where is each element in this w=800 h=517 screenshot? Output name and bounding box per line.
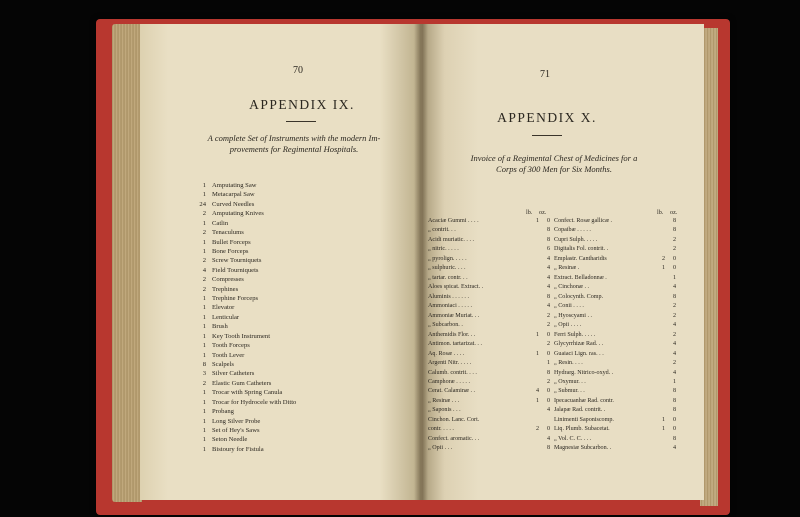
medicine-name: „ Opii . . .	[428, 445, 453, 452]
left-page	[140, 24, 422, 500]
medicine-row	[554, 340, 676, 349]
medicine-row	[554, 217, 676, 226]
subtitle	[194, 133, 394, 155]
medicine-lb: 2	[535, 426, 539, 433]
instrument-qty: 1	[202, 332, 206, 340]
medicine-lb: 1	[661, 416, 665, 423]
medicine-row	[428, 274, 550, 283]
instrument-qty: 1	[202, 219, 206, 227]
unit-lb-header: lb.	[657, 209, 664, 216]
medicine-name: Jalapæ Rad. contrit. .	[554, 407, 606, 414]
medicine-oz: 0	[672, 416, 676, 423]
medicine-oz: 8	[672, 397, 676, 404]
subtitle	[444, 153, 664, 175]
medicine-row	[428, 425, 550, 434]
instrument-name: Brush	[212, 323, 228, 331]
medicine-name: „ tartar. contr. . .	[428, 274, 468, 281]
medicine-name: Calumb. contrit. . . .	[428, 369, 477, 376]
medicine-lb: 2	[661, 255, 665, 262]
title-rule	[286, 121, 316, 122]
instrument-name: Bistoury for Fistula	[212, 445, 264, 453]
medicine-row	[554, 387, 676, 396]
medicine-name: Acaciæ Gummi . . . .	[428, 218, 479, 224]
medicine-name: Ammoniæ Muriat. . .	[428, 312, 480, 319]
medicine-name: „ Resinæ . . .	[428, 397, 460, 404]
title-rule	[532, 135, 562, 136]
book-gutter	[414, 24, 428, 500]
medicine-oz: 2	[672, 360, 676, 367]
medicine-lb: 1	[661, 426, 665, 433]
page-number: 70	[293, 65, 303, 76]
instrument-qty: 1	[202, 191, 206, 199]
medicine-row	[428, 293, 550, 302]
medicine-name: Cupri Sulph. . . . .	[554, 236, 598, 243]
instrument-name: Trephine Forceps	[212, 295, 259, 303]
instrument-row	[196, 256, 296, 265]
medicine-oz: 8	[672, 293, 676, 300]
instrument-row	[196, 266, 296, 275]
medicine-oz: 4	[672, 284, 676, 291]
medicine-row	[428, 387, 550, 396]
medicine-row	[428, 255, 550, 264]
instrument-row	[196, 360, 296, 369]
instrument-qty: 2	[202, 210, 206, 218]
medicine-oz: 0	[546, 218, 550, 224]
medicine-name: Ipecacuanhæ Rad. contr.	[554, 397, 614, 404]
medicine-name: contr. . . . .	[428, 426, 454, 433]
medicine-name: Cerat. Calaminæ . .	[428, 388, 476, 395]
medicine-name: „ Hyoscyami . .	[554, 312, 593, 319]
medicine-oz: 4	[672, 445, 676, 452]
medicine-row	[554, 245, 676, 254]
medicine-lb: 1	[661, 265, 665, 272]
medicine-row	[428, 283, 550, 292]
medicine-row	[428, 406, 550, 415]
medicine-row	[554, 378, 676, 387]
instrument-row	[196, 322, 296, 331]
instrument-row	[196, 398, 296, 407]
instrument-name: Trocar for Hydrocele with Ditto	[212, 398, 297, 406]
instrument-qty: 1	[202, 323, 206, 331]
medicine-row	[554, 264, 676, 273]
medicine-name: Ferri Sulph. . . . .	[554, 331, 596, 338]
medicine-oz: 8	[546, 369, 550, 376]
instrument-name: Set of Hey's Saws	[212, 426, 260, 434]
medicine-oz: 4	[546, 255, 550, 262]
instrument-name: Tooth Forceps	[212, 342, 250, 350]
medicine-oz: 4	[546, 435, 550, 442]
medicine-row	[428, 359, 550, 368]
medicine-lb: 4	[535, 388, 539, 395]
medicine-oz: 2	[672, 236, 676, 243]
instrument-row	[196, 294, 296, 303]
instrument-list	[196, 181, 296, 454]
medicine-name: „ Colocynth. Comp.	[554, 293, 604, 300]
subtitle-line: Corps of 300 Men for Six Months.	[496, 164, 612, 174]
subtitle-line: Invoice of a Regimental Chest of Medicines for a	[470, 153, 638, 163]
instrument-name: Seton Needle	[212, 436, 248, 444]
instrument-qty: 2	[202, 229, 206, 237]
medicine-name: Ammoniaci . . . . .	[428, 303, 473, 310]
instrument-row	[196, 303, 296, 312]
medicine-name: „ Resinæ .	[554, 265, 580, 272]
medicine-oz: 0	[546, 331, 550, 338]
medicine-lb: 1	[535, 331, 539, 338]
instrument-name: Bullet Forceps	[212, 238, 251, 246]
instrument-name: Lenticular	[212, 313, 240, 321]
subtitle-line: provements for Regimental Hospitals.	[229, 144, 359, 154]
medicine-oz: 2	[546, 341, 550, 348]
instrument-qty: 1	[202, 313, 206, 321]
medicine-name: „ Oxymur. . .	[554, 378, 586, 385]
page-edges-left	[112, 24, 142, 502]
right-page	[422, 24, 704, 500]
medicine-oz: 2	[546, 312, 550, 319]
medicine-name: „ Submur. . .	[554, 388, 585, 395]
medicine-name: Glycyrrhizæ Rad. . .	[554, 341, 604, 348]
medicine-name: „ Cinchonæ . .	[554, 284, 590, 291]
medicine-row	[554, 444, 676, 453]
instrument-name: Amputating Knives	[212, 210, 264, 218]
medicine-oz: 8	[672, 435, 676, 442]
medicine-name: Confect. Rosæ gallicæ .	[554, 218, 613, 224]
medicine-column-right	[554, 217, 676, 454]
instrument-name: Amputating Saw	[212, 182, 257, 189]
instrument-name: Metacarpal Saw	[212, 191, 255, 199]
instrument-row	[196, 200, 296, 209]
medicine-oz: 0	[546, 350, 550, 357]
instrument-row	[196, 238, 296, 247]
medicine-oz: 8	[546, 227, 550, 234]
medicine-lb: 1	[535, 397, 539, 404]
medicine-row	[554, 321, 676, 330]
instrument-row	[196, 435, 296, 444]
instrument-name: Elevator	[212, 304, 235, 312]
instrument-qty: 1	[202, 417, 206, 425]
medicine-row	[428, 331, 550, 340]
subtitle-line: A complete Set of Instruments with the modern Im-	[207, 133, 381, 143]
medicine-name: Digitalis Fol. contrit. .	[554, 246, 609, 253]
medicine-oz: 4	[672, 322, 676, 329]
instrument-name: Silver Catheters	[212, 370, 255, 378]
medicine-row	[554, 283, 676, 292]
instrument-qty: 1	[202, 426, 206, 434]
medicine-oz: 4	[546, 407, 550, 414]
unit-oz-header: oz.	[539, 209, 547, 216]
instrument-qty: 3	[202, 370, 206, 378]
medicine-row	[428, 217, 550, 226]
medicine-oz: 0	[672, 265, 676, 272]
medicine-oz: 8	[672, 407, 676, 414]
medicine-name: Antimon. tartarizat. . .	[428, 341, 482, 348]
medicine-name: Hydrarg. Nitrico-oxyd. .	[554, 369, 614, 376]
medicine-row	[554, 331, 676, 340]
medicine-oz: 0	[546, 397, 550, 404]
medicine-name: „ Opii . . . .	[554, 322, 582, 329]
medicine-oz: 4	[546, 265, 550, 272]
instrument-name: Compresses	[212, 276, 244, 284]
medicine-name: „ Saponis . . .	[428, 407, 461, 414]
medicine-lb: 1	[535, 350, 539, 357]
instrument-name: Long Silver Probe	[212, 417, 261, 425]
instrument-qty: 1	[202, 398, 206, 406]
medicine-row	[554, 350, 676, 359]
medicine-oz: 0	[546, 426, 550, 433]
instrument-name: Scalpels	[212, 361, 234, 369]
medicine-oz: 2	[672, 331, 676, 338]
instrument-row	[196, 426, 296, 435]
instrument-name: Bone Forceps	[212, 247, 249, 255]
medicine-row	[554, 312, 676, 321]
instrument-row	[196, 379, 296, 388]
instrument-name: Tooth Lever	[212, 351, 245, 359]
medicine-row	[428, 302, 550, 311]
medicine-oz: 2	[546, 322, 550, 329]
medicine-oz: 8	[546, 293, 550, 300]
page-title: APPENDIX IX.	[249, 97, 355, 112]
instrument-qty: 2	[202, 285, 206, 293]
medicine-lb: 1	[535, 218, 539, 224]
instrument-qty: 8	[202, 361, 206, 369]
medicine-oz: 6	[546, 246, 550, 253]
medicine-oz: 4	[546, 274, 550, 281]
instrument-row	[196, 351, 296, 360]
medicine-name: „ sulphuric. . . .	[428, 265, 466, 272]
medicine-name: „ Resin. . . .	[554, 360, 583, 367]
medicine-oz: 8	[546, 445, 550, 452]
medicine-oz: 1	[546, 360, 550, 367]
instrument-row	[196, 219, 296, 228]
medicine-name: Guaiaci Lign. ras. . .	[554, 350, 604, 357]
medicine-row	[554, 397, 676, 406]
instrument-row	[196, 445, 296, 454]
medicine-oz: 4	[672, 369, 676, 376]
medicine-name: Emplastr. Cantharidis	[554, 255, 607, 262]
instrument-name: Field Tourniquets	[212, 266, 259, 274]
medicine-row	[428, 350, 550, 359]
medicine-row	[554, 359, 676, 368]
instrument-name: Key Tooth Instrument	[212, 332, 271, 340]
medicine-row	[554, 425, 676, 434]
unit-lb-header: lb.	[526, 209, 533, 216]
medicine-oz: 1	[672, 274, 676, 281]
medicine-name: Acidi muriatic. . . .	[428, 236, 475, 243]
instrument-row	[196, 388, 296, 397]
instrument-name: Trocar with Spring Canula	[212, 389, 283, 397]
medicine-row	[554, 274, 676, 283]
medicine-row	[554, 416, 676, 425]
medicine-name: „ contrit. . .	[428, 227, 456, 234]
instrument-row	[196, 209, 296, 218]
medicine-oz: 0	[672, 255, 676, 262]
medicine-oz: 8	[672, 218, 676, 224]
medicine-name: Magnesiæ Subcarbon. .	[554, 445, 612, 452]
instrument-row	[196, 285, 296, 294]
medicine-row	[428, 245, 550, 254]
medicine-row	[428, 264, 550, 273]
instrument-row	[196, 247, 296, 256]
medicine-oz: 4	[672, 341, 676, 348]
medicine-name: Liq. Plumb. Subacetat.	[554, 426, 610, 433]
medicine-row	[554, 302, 676, 311]
instrument-row	[196, 190, 296, 199]
medicine-name: Extract. Belladonnæ .	[554, 274, 607, 281]
instrument-qty: 1	[202, 295, 206, 303]
medicine-column-left	[428, 217, 550, 454]
medicine-row	[554, 369, 676, 378]
medicine-oz: 4	[546, 284, 550, 291]
instrument-qty: 1	[202, 351, 206, 359]
medicine-row	[554, 293, 676, 302]
medicine-row	[428, 369, 550, 378]
instrument-qty: 2	[202, 257, 206, 265]
instrument-name: Probang	[212, 408, 234, 416]
medicine-name: „ nitric. . . . .	[428, 246, 459, 253]
instrument-qty: 1	[202, 389, 206, 397]
instrument-row	[196, 369, 296, 378]
page-number: 71	[540, 69, 550, 80]
medicine-oz: 8	[672, 388, 676, 395]
medicine-oz: 8	[546, 236, 550, 243]
medicine-oz: 2	[672, 303, 676, 310]
medicine-oz: 8	[672, 227, 676, 234]
medicine-oz: 4	[672, 350, 676, 357]
medicine-row	[554, 236, 676, 245]
instrument-qty: 4	[202, 266, 206, 274]
medicine-row	[554, 406, 676, 415]
instrument-row	[196, 407, 296, 416]
instrument-qty: 1	[202, 408, 206, 416]
medicine-row	[428, 312, 550, 321]
instrument-qty: 1	[202, 247, 206, 255]
medicine-oz: 0	[546, 388, 550, 395]
medicine-row	[428, 321, 550, 330]
page-title: APPENDIX X.	[497, 110, 597, 125]
instrument-row	[196, 332, 296, 341]
instrument-name: Trephines	[212, 285, 239, 293]
instrument-qty: 1	[202, 342, 206, 350]
instrument-qty: 1	[202, 445, 206, 453]
medicine-name: Cinchon. Lanc. Cort.	[428, 416, 480, 423]
medicine-name: „ Subcarbon. .	[428, 322, 463, 329]
medicine-name: „ Conii . . . .	[554, 303, 584, 310]
medicine-row	[428, 416, 550, 425]
medicine-oz: 0	[672, 426, 676, 433]
medicine-row	[428, 397, 550, 406]
medicine-row	[554, 226, 676, 235]
medicine-row	[428, 435, 550, 444]
instrument-name: Elastic Gum Catheters	[212, 379, 272, 387]
medicine-row	[554, 255, 676, 264]
medicine-name: Confect. aromatic. . .	[428, 435, 480, 442]
instrument-qty: 24	[199, 200, 206, 208]
medicine-name: Anthemidis Flor. . .	[428, 331, 476, 338]
instrument-qty: 2	[202, 379, 206, 387]
instrument-row	[196, 181, 296, 190]
medicine-name: „ pyrolign. . . . .	[428, 255, 467, 262]
medicine-name: Linimenti Saponiscomp.	[554, 416, 614, 423]
medicine-name: Camphoræ . . . . .	[428, 378, 470, 385]
medicine-name: Aloes spicat. Extract. .	[428, 284, 484, 291]
medicine-name: „ Vol. C. C. . . .	[554, 435, 592, 442]
instrument-name: Screw Tourniquets	[212, 257, 262, 265]
medicine-oz: 2	[672, 312, 676, 319]
medicine-oz: 2	[546, 378, 550, 385]
medicine-name: Copaibæ . . . . .	[554, 227, 591, 234]
instrument-qty: 1	[202, 304, 206, 312]
instrument-row	[196, 275, 296, 284]
instrument-name: Curved Needles	[212, 200, 255, 208]
instrument-row	[196, 313, 296, 322]
instrument-qty: 1	[202, 182, 206, 189]
instrument-qty: 2	[202, 276, 206, 284]
medicine-row	[428, 340, 550, 349]
medicine-oz: 2	[672, 246, 676, 253]
instrument-qty: 1	[202, 436, 206, 444]
instrument-row	[196, 228, 296, 237]
medicine-name: Aluminis . . . . . .	[428, 293, 469, 300]
medicine-name: Aq. Rosæ . . . .	[428, 350, 465, 357]
medicine-row	[428, 378, 550, 387]
medicine-row	[428, 226, 550, 235]
medicine-row	[428, 444, 550, 453]
medicine-oz: 1	[672, 378, 676, 385]
medicine-row	[428, 236, 550, 245]
medicine-row	[554, 435, 676, 444]
instrument-row	[196, 417, 296, 426]
instrument-qty: 1	[202, 238, 206, 246]
instrument-name: Tenaculums	[212, 229, 244, 237]
medicine-name: Argenti Nitr. . . . .	[428, 360, 472, 367]
unit-oz-header: oz.	[670, 209, 678, 216]
instrument-name: Catlin	[212, 219, 229, 227]
instrument-row	[196, 341, 296, 350]
medicine-oz: 4	[546, 303, 550, 310]
